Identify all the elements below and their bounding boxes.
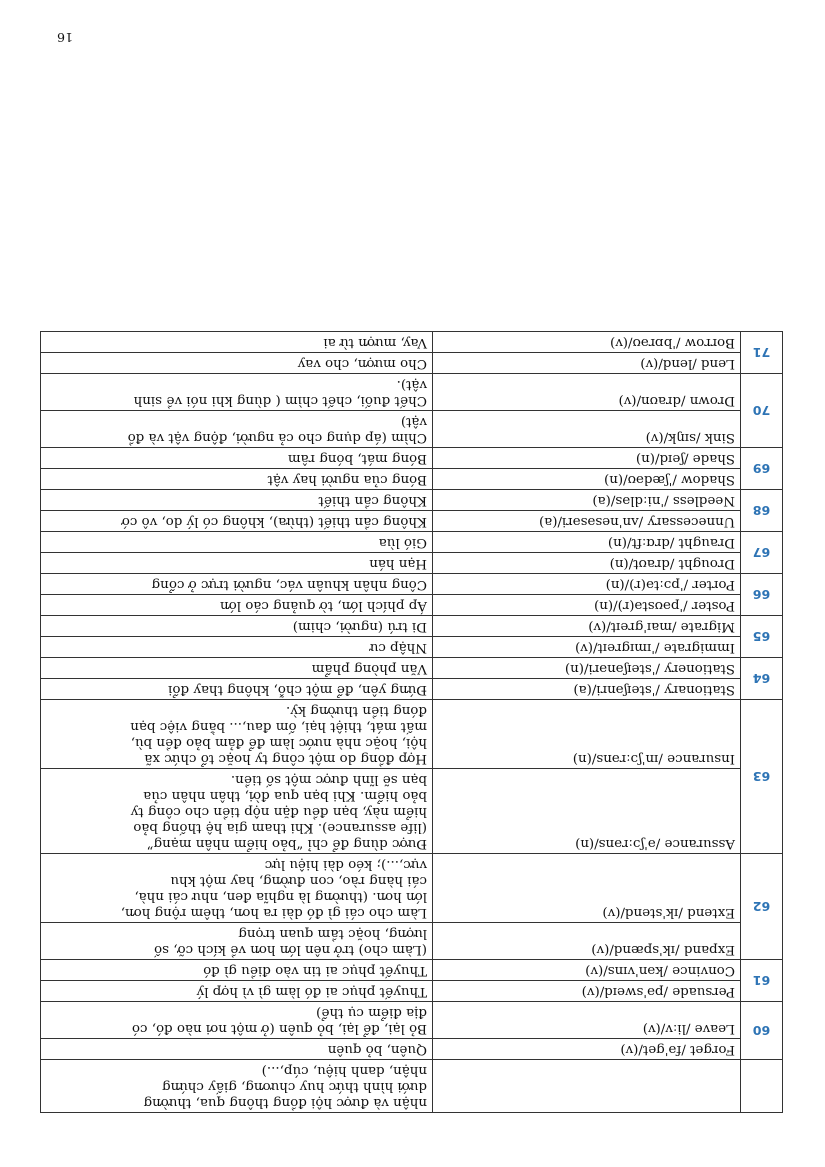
meaning-line: Được dùng để chỉ “bảo hiểm nhân mạng” bbox=[146, 836, 427, 851]
table-row bbox=[41, 700, 783, 769]
word-cell: Shadow /ˈʃædəʊ/(n) bbox=[433, 469, 741, 490]
table-row bbox=[41, 960, 783, 981]
table-row bbox=[41, 769, 783, 854]
meaning-line: Cho mượn, cho vay bbox=[297, 356, 427, 371]
word-cell: Convince /kənˈvɪns/(v) bbox=[433, 960, 741, 981]
table-row bbox=[41, 469, 783, 490]
meaning-line: Làm cho cái gì đó dài ra hơn, thêm rộng hơn, bbox=[120, 905, 427, 920]
word-cell: Poster /ˈpəʊstə(r)/(n) bbox=[433, 595, 741, 616]
meaning-line: bảo hiểm. Khi bạn qua đời, thân nhân của bbox=[143, 788, 427, 803]
word-cell: Migrate /maɪˈgreɪt/(v) bbox=[433, 616, 741, 637]
meaning-line: lớn hơn. (thường là nghĩa đen, như cái nhà, bbox=[134, 889, 427, 904]
meaning-line: lượng, hoặc tầm quan trọng bbox=[238, 926, 427, 941]
meaning-line: Văn phòng phẩm bbox=[311, 661, 427, 676]
meaning-cell bbox=[41, 700, 433, 769]
meaning-cell bbox=[41, 574, 433, 595]
meaning-line: Thuyết phục ai đó làm gì vì hợp lý bbox=[196, 984, 427, 999]
entry-number: 66 bbox=[741, 574, 783, 616]
entry-number: 68 bbox=[741, 490, 783, 532]
meaning-line: (Làm cho) trở nên lớn hơn về kích cỡ, số bbox=[153, 942, 427, 957]
word-cell: Borrow /ˈbɒrəʊ/(v) bbox=[433, 332, 741, 353]
table-row bbox=[41, 574, 783, 595]
meaning-cell bbox=[41, 469, 433, 490]
word-cell: Stationary /ˈsteɪʃənri/(a) bbox=[433, 679, 741, 700]
entry-number: 62 bbox=[741, 854, 783, 960]
word-cell bbox=[433, 1060, 741, 1113]
table-row bbox=[41, 532, 783, 553]
meaning-cell bbox=[41, 411, 433, 448]
table-row bbox=[41, 332, 783, 353]
table-row bbox=[41, 658, 783, 679]
meaning-cell bbox=[41, 448, 433, 469]
meaning-cell bbox=[41, 1039, 433, 1060]
meaning-line: Không cần thiết bbox=[318, 493, 427, 508]
meaning-line: Công nhân khuân vác, người trực ở cổng bbox=[151, 577, 427, 592]
meaning-line: Bỏ lại, để lại, bỏ quên (ở một nơi nào đó, có bbox=[131, 1021, 427, 1036]
meaning-line: dưới hình thức huy chương, giấy chứng bbox=[161, 1079, 427, 1094]
entry-number: 63 bbox=[741, 700, 783, 854]
table-row bbox=[41, 854, 783, 923]
meaning-cell bbox=[41, 854, 433, 923]
word-cell: Expand /ɪkˈspænd/(v) bbox=[433, 923, 741, 960]
table-row bbox=[41, 981, 783, 1002]
meaning-cell bbox=[41, 1060, 433, 1113]
meaning-cell bbox=[41, 960, 433, 981]
word-cell: Extend /ɪkˈstend/(v) bbox=[433, 854, 741, 923]
meaning-line: Không cần thiết (thừa), không có lý do, vô cớ bbox=[121, 514, 427, 529]
table-row bbox=[41, 374, 783, 411]
meaning-line: Bóng mát, bóng râm bbox=[287, 451, 427, 466]
meaning-cell bbox=[41, 679, 433, 700]
entry-number: 64 bbox=[741, 658, 783, 700]
word-cell: Draught /drɑːft/(n) bbox=[433, 532, 741, 553]
entry-number: 71 bbox=[741, 332, 783, 374]
entry-number: 69 bbox=[741, 448, 783, 490]
word-cell: Drown /draʊn/(v) bbox=[433, 374, 741, 411]
meaning-line: Chết đuối, chết chìm ( dùng khi nói về sinh bbox=[133, 393, 427, 408]
word-cell: Needless /ˈniːdləs/(a) bbox=[433, 490, 741, 511]
table-row bbox=[41, 616, 783, 637]
table-row bbox=[41, 595, 783, 616]
meaning-cell bbox=[41, 637, 433, 658]
table-row bbox=[41, 1002, 783, 1039]
meaning-cell bbox=[41, 511, 433, 532]
meaning-line: địa điểm cụ thể) bbox=[316, 1005, 427, 1020]
meaning-line: Di trú (người, chim) bbox=[292, 619, 427, 634]
meaning-line: Hạn hán bbox=[369, 556, 427, 571]
meaning-line: (life assurance). Khi tham gia hệ thống bảo bbox=[133, 820, 427, 835]
meaning-line: Nhập cư bbox=[369, 640, 427, 655]
meaning-line: cái hàng rào, con đường, hay một khu bbox=[170, 873, 427, 888]
meaning-line: vật) bbox=[400, 414, 427, 429]
table-row bbox=[41, 553, 783, 574]
table-row bbox=[41, 1039, 783, 1060]
table-row bbox=[41, 511, 783, 532]
page-number: 16 bbox=[57, 30, 73, 45]
vocabulary-table-body bbox=[41, 332, 783, 1113]
table-row bbox=[41, 923, 783, 960]
word-cell: Forget /fəˈget/(v) bbox=[433, 1039, 741, 1060]
meaning-line: hội, hoặc nhà nước làm để đảm bảo đền bù, bbox=[130, 735, 427, 750]
meaning-line: nhận, danh hiệu, cúp,...) bbox=[261, 1063, 427, 1078]
entry-number: 67 bbox=[741, 532, 783, 574]
vocabulary-table bbox=[40, 331, 783, 1113]
meaning-cell bbox=[41, 616, 433, 637]
word-cell: Shade /ʃeɪd/(n) bbox=[433, 448, 741, 469]
word-cell: Stationery /ˈsteɪʃənəri/(n) bbox=[433, 658, 741, 679]
entry-number: 60 bbox=[741, 1002, 783, 1060]
meaning-line: nhận và được hội đồng thông qua, thường bbox=[143, 1095, 427, 1110]
meaning-line: mất mát, thiệt hại, ốm đau,... bằng việc bạn bbox=[130, 719, 427, 734]
word-cell: Leave /liːv/(v) bbox=[433, 1002, 741, 1039]
word-cell: Immigrate /ˈɪmɪgreɪt/(v) bbox=[433, 637, 741, 658]
meaning-line: Thuyết phục ai tin vào điều gì đó bbox=[203, 963, 427, 978]
meaning-line: bạn sẽ lĩnh được một số tiền. bbox=[230, 772, 427, 787]
meaning-cell bbox=[41, 769, 433, 854]
meaning-line: vật). bbox=[396, 377, 427, 392]
meaning-cell bbox=[41, 658, 433, 679]
table-row bbox=[41, 490, 783, 511]
table-row bbox=[41, 411, 783, 448]
meaning-cell bbox=[41, 374, 433, 411]
table-row bbox=[41, 679, 783, 700]
word-cell: Assurance /əˈʃɔːrəns/(n) bbox=[433, 769, 741, 854]
meaning-line: Chìm (áp dụng cho cả người, động vật và đồ bbox=[127, 430, 427, 445]
meaning-cell bbox=[41, 532, 433, 553]
entry-number: 61 bbox=[741, 960, 783, 1002]
word-cell: Sink /sɪŋk/(v) bbox=[433, 411, 741, 448]
meaning-cell bbox=[41, 332, 433, 353]
meaning-line: Vay, mượn từ ai bbox=[323, 335, 427, 350]
meaning-cell bbox=[41, 353, 433, 374]
meaning-cell bbox=[41, 923, 433, 960]
meaning-cell bbox=[41, 1002, 433, 1039]
word-cell: Drought /draʊt/(n) bbox=[433, 553, 741, 574]
word-cell: Porter /ˈpɔːtə(r)/(n) bbox=[433, 574, 741, 595]
table-row bbox=[41, 1060, 783, 1113]
entry-number: 70 bbox=[741, 374, 783, 448]
table-row bbox=[41, 353, 783, 374]
meaning-line: Bóng của người hay vật bbox=[267, 472, 427, 487]
word-cell: Persuade /pəˈsweɪd/(v) bbox=[433, 981, 741, 1002]
word-cell: Lend /lend/(v) bbox=[433, 353, 741, 374]
word-cell: Insurance /ɪnˈʃɔːrəns/(n) bbox=[433, 700, 741, 769]
meaning-line: Áp phích lớn, tờ quảng cáo lớn bbox=[220, 598, 427, 613]
meaning-line: vực,...); kéo dài hiệu lực bbox=[264, 857, 427, 872]
meaning-line: Gió lùa bbox=[378, 535, 427, 550]
meaning-cell bbox=[41, 553, 433, 574]
meaning-cell bbox=[41, 490, 433, 511]
entry-number bbox=[741, 1060, 783, 1113]
entry-number: 65 bbox=[741, 616, 783, 658]
table-row bbox=[41, 637, 783, 658]
table-row bbox=[41, 448, 783, 469]
meaning-line: Hợp đồng do một công ty hoặc tổ chức xã bbox=[144, 751, 427, 766]
meaning-line: Quên, bỏ quên bbox=[327, 1042, 427, 1057]
meaning-line: đóng tiền thường kỳ. bbox=[286, 703, 427, 718]
meaning-line: Đứng yên, để một chỗ, không thay đổi bbox=[168, 682, 427, 697]
word-cell: Unnecessary /ʌnˈnesəsəri/(a) bbox=[433, 511, 741, 532]
meaning-cell bbox=[41, 981, 433, 1002]
meaning-line: hiểm này, bạn đều đặn nộp tiền cho công ty bbox=[130, 804, 427, 819]
meaning-cell bbox=[41, 595, 433, 616]
